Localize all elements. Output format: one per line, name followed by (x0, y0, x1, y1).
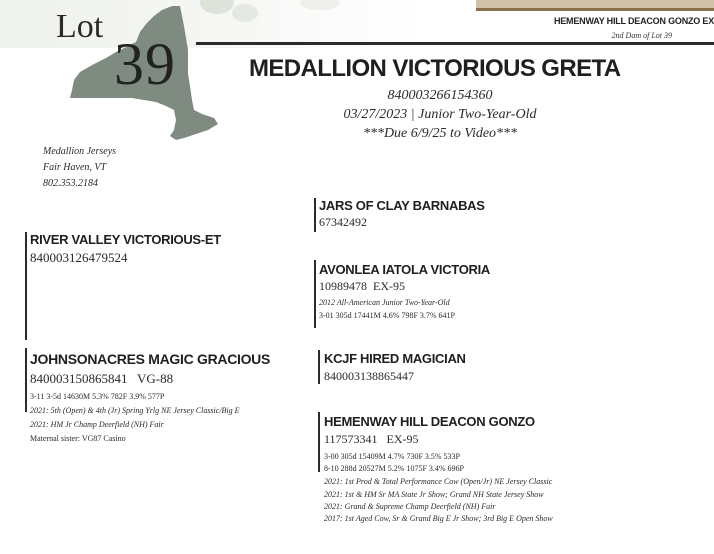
lot-number: 39 (114, 31, 176, 97)
animal-registration: 840003266154360 (387, 88, 493, 103)
header-photo-strip (476, 0, 714, 11)
dam-maternal-sister: Maternal sister: VG87 Casino (30, 434, 126, 443)
consignor-location: Fair Haven, VT (43, 162, 107, 173)
pedigree-bar-dam-sire (318, 350, 320, 384)
pedigree-bar-sire (25, 232, 27, 340)
sire-dam-reg: 10989478 EX-95 (319, 279, 405, 293)
dam-sire-reg: 840003138865447 (324, 369, 414, 383)
dam-sire-name: KCJF HIRED MAGICIAN (324, 351, 466, 366)
dam-dam-name: HEMENWAY HILL DEACON GONZO (324, 414, 535, 429)
consignor-phone: 802.353.2184 (43, 178, 98, 189)
sire-name: RIVER VALLEY VICTORIOUS-ET (30, 232, 221, 247)
sire-dam-name: AVONLEA IATOLA VICTORIA (319, 262, 491, 277)
pedigree-bar-sire-sire (314, 198, 316, 232)
dam-dam-record-2: 8-10 288d 20527M 5.2% 1075F 3.4% 696P (324, 464, 465, 473)
animal-note: ***Due 6/9/25 to Video*** (362, 126, 518, 141)
dam-dam-show-2: 2021: 1st & HM Sr MA State Jr Show; Grand NH State Jersey Show (324, 490, 544, 499)
dam-dam-show-3: 2021: Grand & Supreme Champ Deerfield (NH) Fair (324, 502, 496, 511)
related-animal-name: HEMENWAY HILL DEACON GONZO EX (553, 16, 714, 26)
header-rule (196, 42, 714, 45)
sire-dam-record: 3-01 305d 17441M 4.6% 798F 3.7% 641P (319, 311, 456, 320)
dam-dam-record-1: 3-00 305d 15409M 4.7% 730F 3.5% 533P (324, 452, 461, 461)
dam-show-1: 2021: 5th (Open) & 4th (Jr) Spring Yrlg NE Jersey Classic/Big E (30, 406, 240, 415)
dam-name: JOHNSONACRES MAGIC GRACIOUS (30, 351, 271, 367)
dam-dam-reg: 117573341 EX-95 (324, 432, 419, 446)
dam-dam-show-4: 2017: 1st Aged Cow, Sr & Grand Big E Jr Show; 3rd Big E Open Show (324, 514, 553, 523)
related-animal-caption: 2nd Dam of Lot 39 (611, 31, 672, 40)
dam-show-2: 2021: HM Jr Champ Deerfield (NH) Fair (30, 420, 164, 429)
dam-dam-show-1: 2021: 1st Prod & Total Performance Cow (Open/Jr) NE Jersey Classic (324, 477, 553, 486)
pedigree-bar-sire-dam (314, 260, 316, 328)
sire-dam-award: 2012 All-American Junior Two-Year-Old (319, 298, 450, 307)
pedigree-bar-dam (25, 348, 27, 412)
dam-record: 3-11 3-5d 14630M 5.3% 782F 3.9% 577P (30, 392, 165, 401)
lot-label: Lot (56, 8, 104, 45)
sire-sire-reg: 67342492 (319, 215, 367, 229)
pedigree-bar-dam-dam (318, 412, 320, 472)
sire-sire-name: JARS OF CLAY BARNABAS (319, 198, 485, 213)
dam-reg: 840003150865841 VG-88 (30, 371, 174, 386)
consignor-block (43, 144, 116, 192)
consignor-farm: Medallion Jerseys (43, 146, 117, 157)
leaf-decoration (232, 4, 258, 22)
animal-birth-class: 03/27/2023 | Junior Two-Year-Old (343, 107, 537, 122)
sire-reg: 840003126479524 (30, 250, 128, 265)
animal-name: MEDALLION VICTORIOUS GRETA (249, 55, 621, 82)
